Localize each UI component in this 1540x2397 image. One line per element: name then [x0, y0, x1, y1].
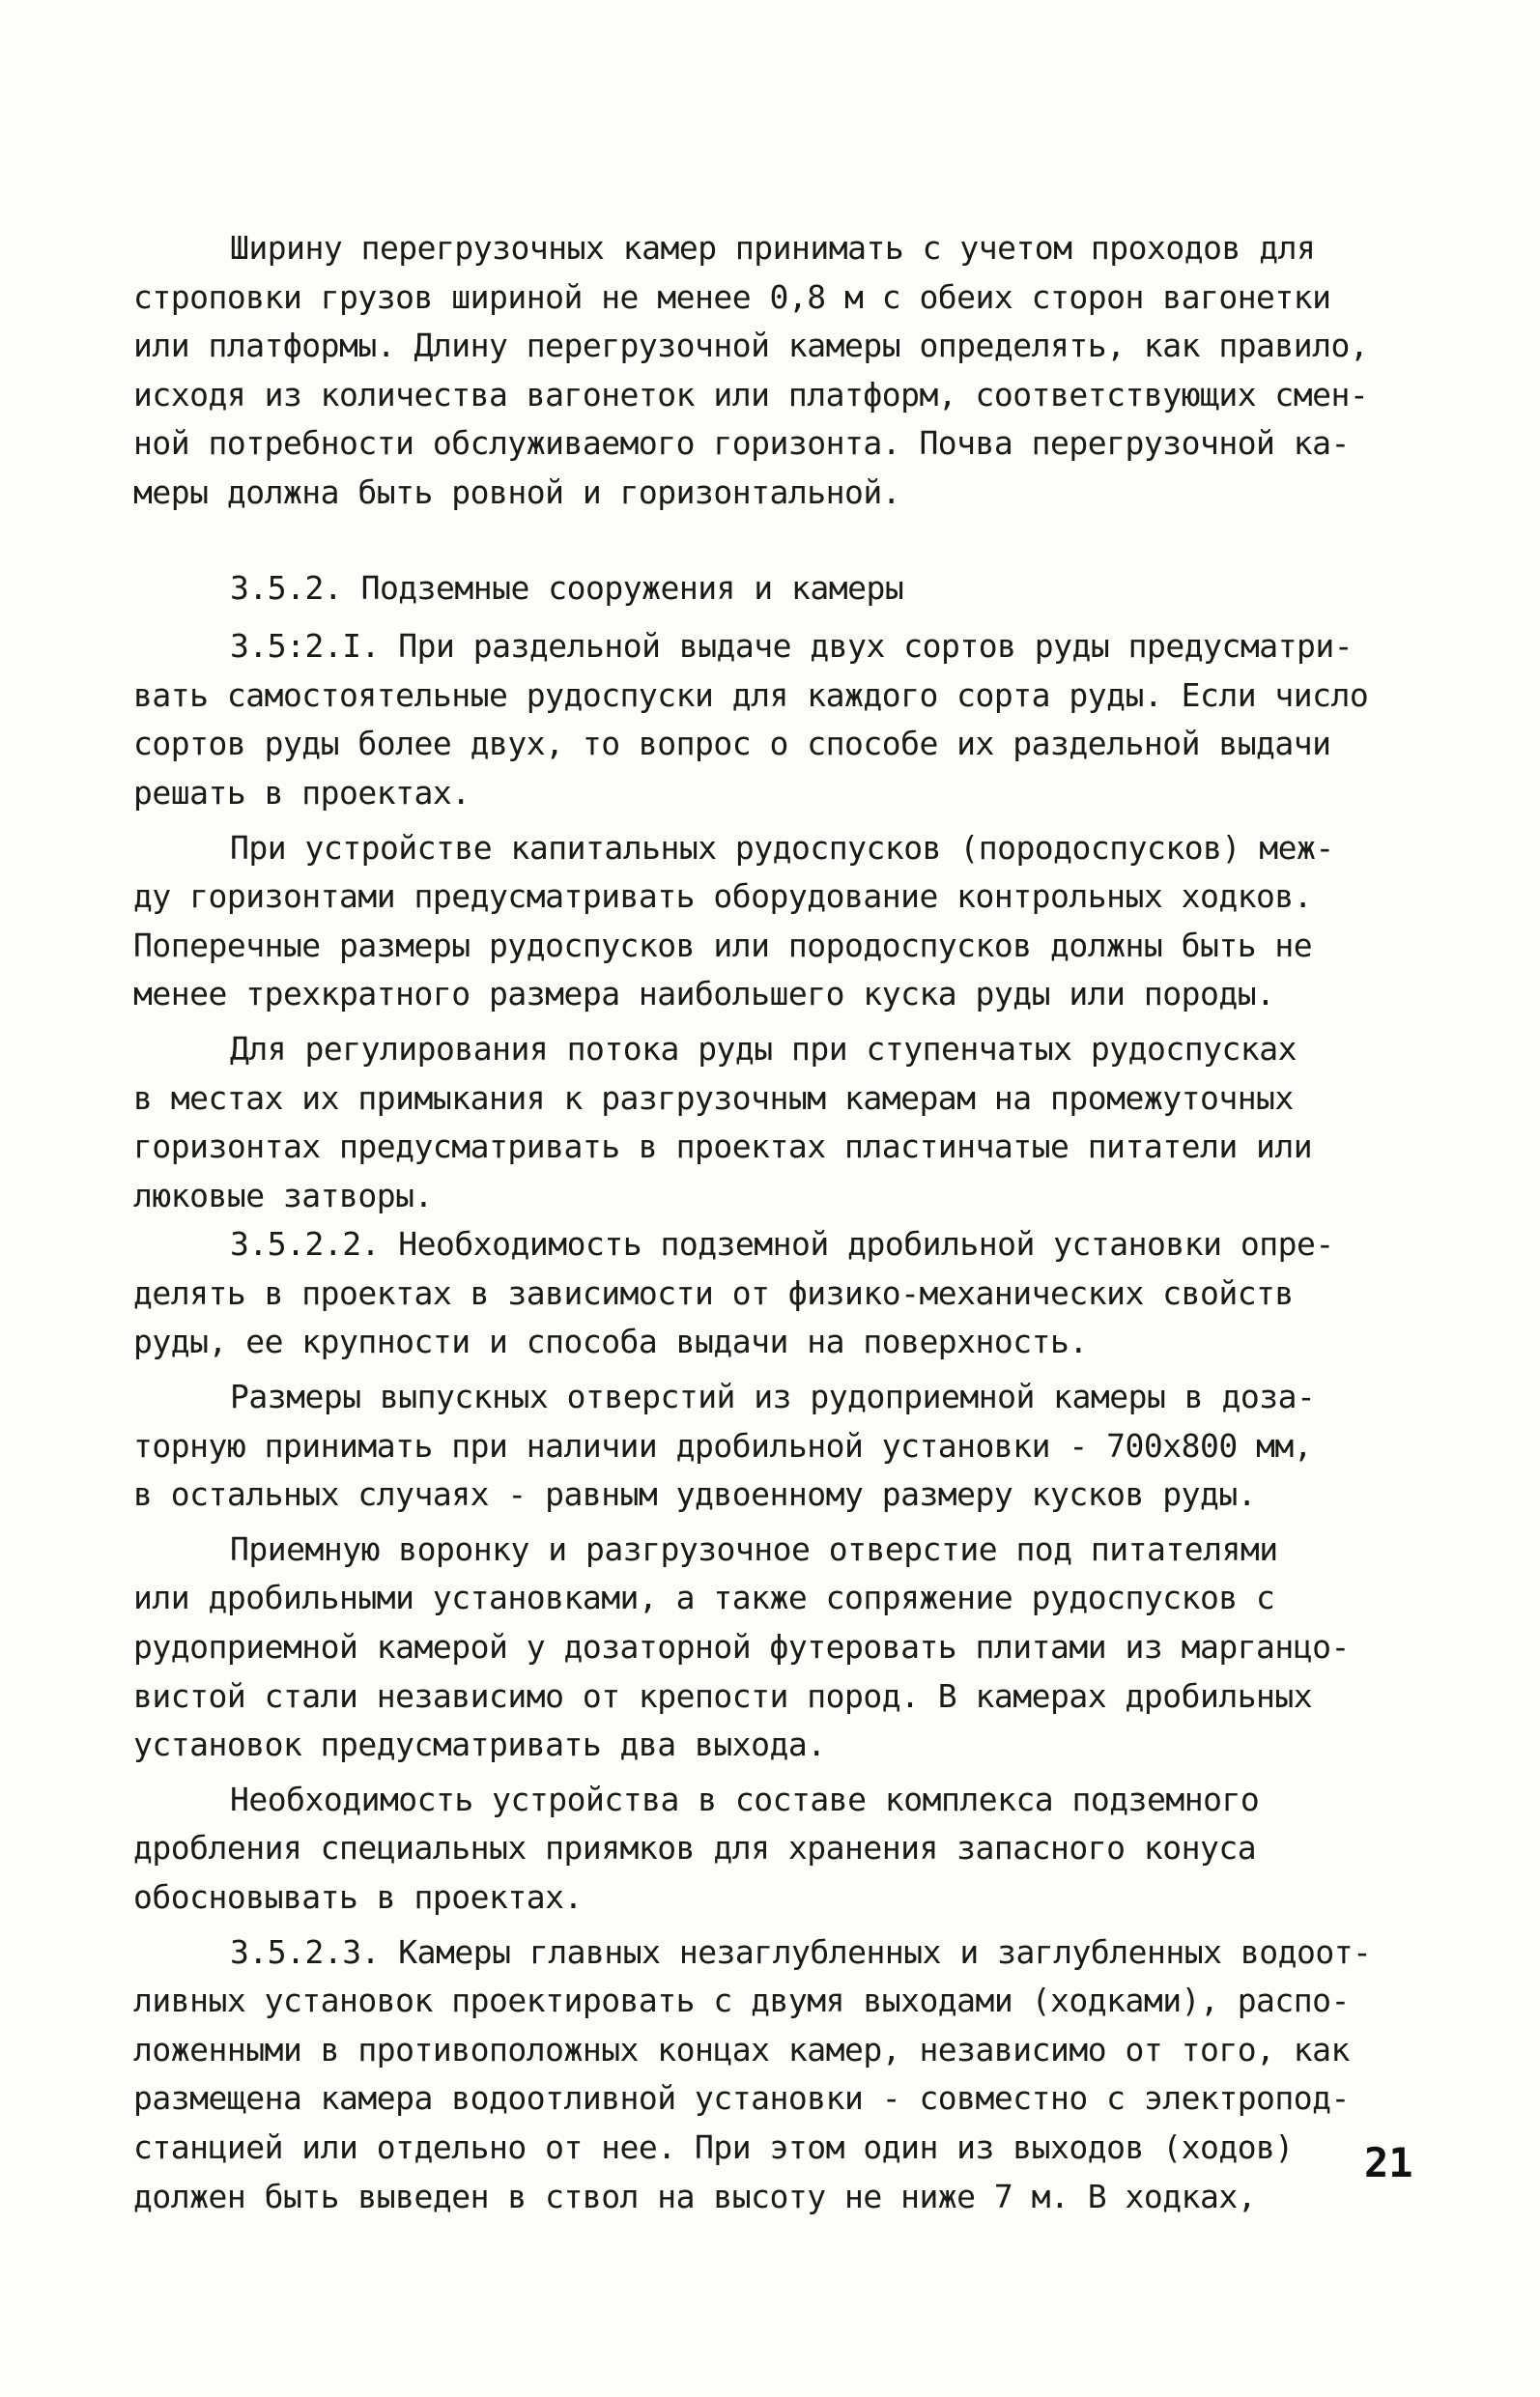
- document-body: [133, 224, 1438, 2221]
- text-line: установок предусматривать два выхода.: [133, 1726, 826, 1764]
- text-line: 3.5.2.2. Необходимость подземной дробильной установки опре-: [230, 1225, 1334, 1264]
- page-number: 21: [1364, 2139, 1413, 2186]
- paragraph-capital-ore-passes: [133, 824, 1438, 1019]
- text-line: строповки грузов шириной не менее 0,8 м с обеих сторон вагонетки: [133, 277, 1331, 316]
- text-line: При устройстве капитальных рудоспусков (породоспусков) меж-: [230, 828, 1334, 867]
- text-line: сортов руды более двух, то вопрос о способе их раздельной выдачи: [133, 725, 1331, 763]
- text-line: руды, ее крупности и способа выдачи на поверхность.: [133, 1323, 1088, 1361]
- text-line: или дробильными установками, а также сопряжение рудоспусков с: [133, 1579, 1275, 1617]
- paragraph-special-pits: [133, 1776, 1438, 1923]
- text-line: Необходимость устройства в составе комплекса подземного: [230, 1780, 1260, 1818]
- paragraph-transfer-chambers: [133, 224, 1438, 518]
- text-line: торную принимать при наличии дробильной установки - 700х800 мм,: [133, 1426, 1313, 1465]
- paragraph-3-5-2-2: [133, 1220, 1438, 1367]
- text-line: Для регулирования потока руды при ступенчатых рудоспусках: [230, 1029, 1297, 1068]
- text-line: в местах их примыкания к разгрузочным камерам на промежуточных: [133, 1078, 1294, 1117]
- text-line: менее трехкратного размера наибольшего куска руды или породы.: [133, 975, 1275, 1013]
- text-line: размещена камера водоотливной установки - совместно с электропод-: [133, 2079, 1350, 2118]
- text-line: Ширину перегрузочных камер принимать с учетом проходов для: [230, 229, 1316, 267]
- text-line: решать в проектах.: [133, 773, 471, 812]
- text-line: горизонтах предусматривать в проектах пластинчатые питатели или: [133, 1127, 1313, 1166]
- text-line: делять в проектах в зависимости от физико-механических свойств: [133, 1273, 1294, 1312]
- section-heading-3-5-2: [133, 564, 1438, 614]
- text-line: ложенными в противоположных концах камер, независимо от того, как: [133, 2030, 1350, 2069]
- text-line: ной потребности обслуживаемого горизонта. Почва перегрузочной ка-: [133, 424, 1350, 463]
- text-line: 3.5.2.3. Камеры главных незаглубленных и заглубленных водоот-: [230, 1932, 1372, 1971]
- text-line: исходя из количества вагонеток или платформ, соответствующих смен-: [133, 375, 1369, 414]
- text-line: должен быть выведен в ствол на высоту не ниже 7 м. В ходках,: [133, 2177, 1257, 2215]
- text-line: ду горизонтами предусматривать оборудование контрольных ходков.: [133, 877, 1313, 916]
- text-line: вистой стали независимо от крепости пород. В камерах дробильных: [133, 1676, 1313, 1715]
- text-line: станцией или отдельно от нее. При этом один из выходов (ходов): [133, 2127, 1294, 2166]
- text-line: вать самостоятельные рудоспуски для каждого сорта руды. Если число: [133, 675, 1369, 714]
- text-line: рудоприемной камерой у дозаторной футеровать плитами из марганцо-: [133, 1628, 1350, 1667]
- text-line: 3.5:2.I. При раздельной выдаче двух сортов руды предусматри-: [230, 627, 1354, 666]
- text-line: Приемную воронку и разгрузочное отверстие под питателями: [230, 1529, 1278, 1568]
- paragraph-flow-regulation: [133, 1025, 1438, 1220]
- text-line: в остальных случаях - равным удвоенному размеру кусков руды.: [133, 1475, 1257, 1514]
- paragraph-receiving-funnel: [133, 1526, 1438, 1770]
- text-line: ливных установок проектировать с двумя выходами (ходками), распо-: [133, 1982, 1350, 2020]
- text-line: меры должна быть ровной и горизонтальной.: [133, 472, 901, 511]
- text-line: Размеры выпускных отверстий из рудоприемной камеры в доза-: [230, 1378, 1316, 1416]
- text-line: или платформы. Длину перегрузочной камеры определять, как правило,: [133, 327, 1369, 365]
- text-line: люковые затворы.: [133, 1176, 433, 1214]
- heading-text: 3.5.2. Подземные сооружения и камеры: [230, 568, 904, 607]
- text-line: обосновывать в проектах.: [133, 1878, 583, 1916]
- text-line: дробления специальных приямков для хранения запасного конуса: [133, 1829, 1257, 1868]
- paragraph-3-5-2-3: [133, 1928, 1438, 2222]
- text-line: Поперечные размеры рудоспусков или породоспусков должны быть не: [133, 926, 1313, 964]
- paragraph-3-5-2-1: [133, 622, 1438, 817]
- paragraph-outlet-sizes: [133, 1373, 1438, 1520]
